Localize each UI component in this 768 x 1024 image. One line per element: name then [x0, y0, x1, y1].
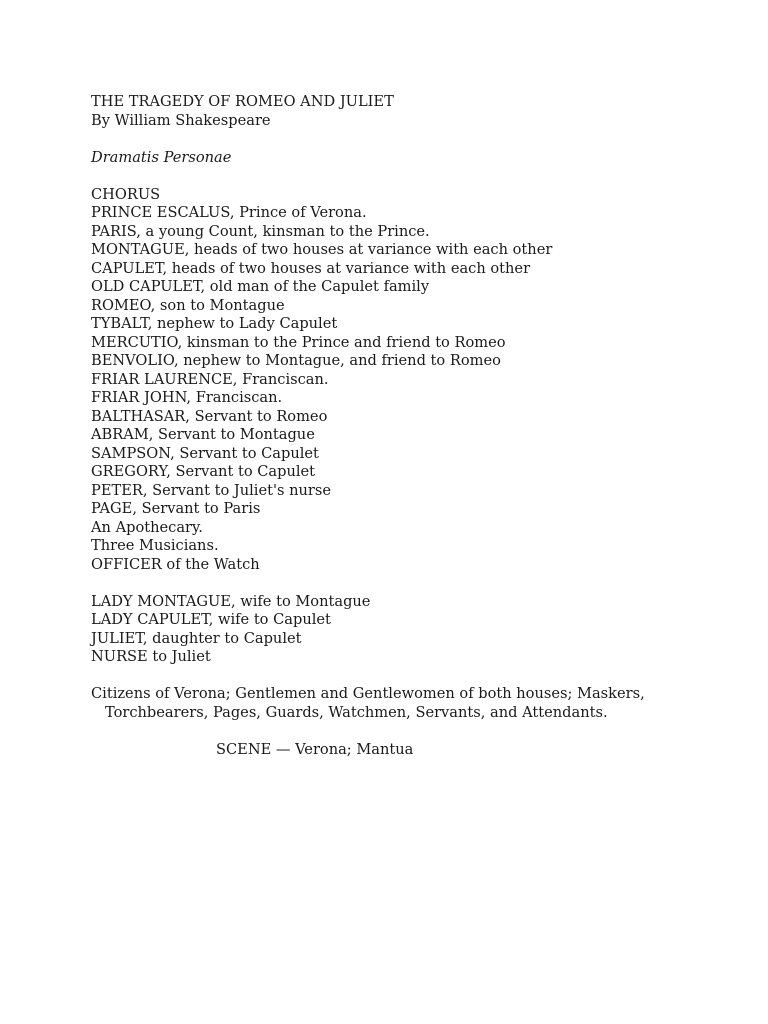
- character-entry: OFFICER of the Watch: [91, 555, 260, 573]
- character-entry: Three Musicians.: [91, 537, 219, 554]
- character-entry: BENVOLIO, nephew to Montague, and friend to Romeo: [91, 352, 501, 369]
- character-entry: ROMEO, son to Montague: [91, 296, 285, 314]
- character-entry: CHORUS: [91, 185, 161, 203]
- character-entry: SAMPSON, Servant to Capulet: [91, 444, 319, 462]
- male-character-list: [91, 186, 731, 575]
- character-entry: TYBALT, nephew to Lady Capulet: [91, 315, 338, 332]
- spacer: [91, 574, 731, 593]
- female-character-list: [91, 593, 731, 667]
- character-entry: OLD CAPULET, old man of the Capulet family: [91, 278, 430, 295]
- others-line: Citizens of Verona; Gentlemen and Gentlewomen of both houses; Maskers,: [91, 685, 645, 702]
- character-entry: FRIAR JOHN, Franciscan.: [91, 389, 283, 406]
- character-entry: PAGE, Servant to Paris: [91, 500, 261, 517]
- spacer: [91, 667, 731, 686]
- author-line: By William Shakespeare: [91, 111, 271, 129]
- character-entry: JULIET, daughter to Capulet: [91, 629, 302, 647]
- character-entry: MONTAGUE, heads of two houses at variance with each other: [91, 241, 553, 258]
- character-entry: LADY CAPULET, wife to Capulet: [91, 611, 331, 628]
- character-entry: PRINCE ESCALUS, Prince of Verona.: [91, 204, 367, 221]
- character-entry: BALTHASAR, Servant to Romeo: [91, 407, 328, 425]
- scene-line: SCENE — Verona; Mantua: [216, 740, 414, 758]
- spacer: [91, 167, 731, 186]
- character-entry: An Apothecary.: [91, 518, 203, 536]
- other-characters-paragraph: [91, 685, 731, 722]
- character-entry: MERCUTIO, kinsman to the Prince and friend to Romeo: [91, 333, 506, 351]
- play-title: THE TRAGEDY OF ROMEO AND JULIET: [91, 93, 394, 110]
- character-entry: ABRAM, Servant to Montague: [91, 426, 315, 443]
- character-entry: PARIS, a young Count, kinsman to the Prince.: [91, 222, 430, 240]
- dramatis-personae-heading: Dramatis Personae: [91, 148, 232, 166]
- others-line-continued: Torchbearers, Pages, Guards, Watchmen, Servants, and Attendants.: [105, 703, 608, 721]
- character-entry: PETER, Servant to Juliet's nurse: [91, 481, 331, 499]
- character-entry: LADY MONTAGUE, wife to Montague: [91, 592, 371, 610]
- character-entry: FRIAR LAURENCE, Franciscan.: [91, 370, 329, 388]
- spacer: [91, 130, 731, 149]
- character-entry: CAPULET, heads of two houses at variance with each other: [91, 259, 531, 277]
- spacer: [91, 722, 731, 741]
- character-entry: NURSE to Juliet: [91, 648, 211, 665]
- character-entry: GREGORY, Servant to Capulet: [91, 463, 316, 480]
- document-body: [91, 93, 731, 759]
